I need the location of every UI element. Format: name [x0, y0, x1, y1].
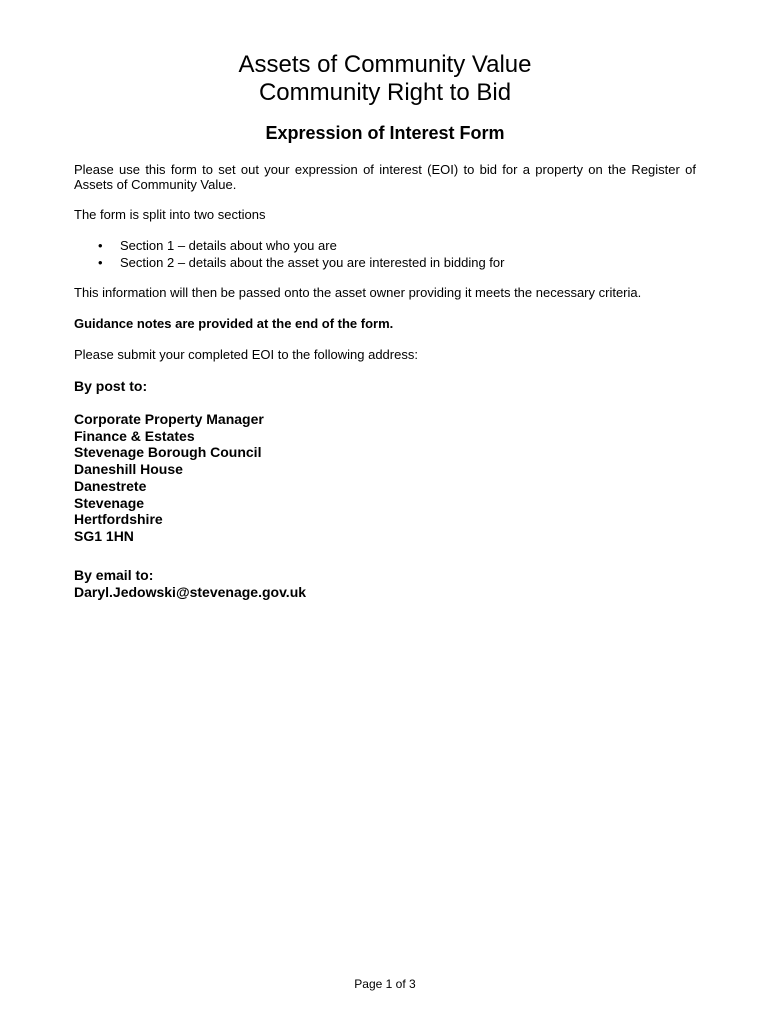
section-1-text: Section 1 – details about who you are	[120, 238, 337, 253]
bullet-icon: •	[98, 254, 103, 270]
guidance-note: Guidance notes are provided at the end of the form.	[74, 316, 394, 331]
address-line: Corporate Property Manager	[74, 411, 264, 427]
page-number: Page 1 of 3	[354, 977, 416, 991]
address-line: Finance & Estates	[74, 427, 195, 444]
email-address: Daryl.Jedowski@stevenage.gov.uk	[74, 584, 307, 600]
address-line: Hertfordshire	[74, 511, 163, 528]
submit-paragraph: Please submit your completed EOI to the following address:	[74, 347, 418, 362]
sections-list	[74, 238, 696, 271]
info-paragraph: This information will then be passed onto the asset owner providing it meets the necessary criteria.	[74, 285, 642, 300]
address-line: Daneshill House	[74, 461, 183, 478]
intro-paragraph: Please use this form to set out your expression of interest (EOI) to bid for a property on the Register of Assets of Community Value.	[74, 162, 696, 192]
title-line-1: Assets of Community Value	[238, 51, 532, 78]
section-2-text: Section 2 – details about the asset you are interested in bidding for	[120, 254, 505, 270]
address-line: Danestrete	[74, 477, 147, 494]
bullet-icon: •	[98, 238, 103, 253]
address-line: SG1 1HN	[74, 527, 134, 544]
post-heading: By post to:	[74, 378, 148, 394]
list-item	[74, 238, 696, 255]
email-heading: By email to:	[74, 567, 154, 583]
postal-address	[74, 411, 696, 545]
list-item	[74, 255, 696, 272]
document-title	[0, 51, 770, 107]
split-paragraph: The form is split into two sections	[74, 207, 266, 222]
address-line: Stevenage Borough Council	[74, 444, 262, 461]
form-subtitle: Expression of Interest Form	[265, 123, 505, 143]
address-line: Stevenage	[74, 494, 145, 511]
title-line-2: Community Right to Bid	[258, 79, 512, 106]
